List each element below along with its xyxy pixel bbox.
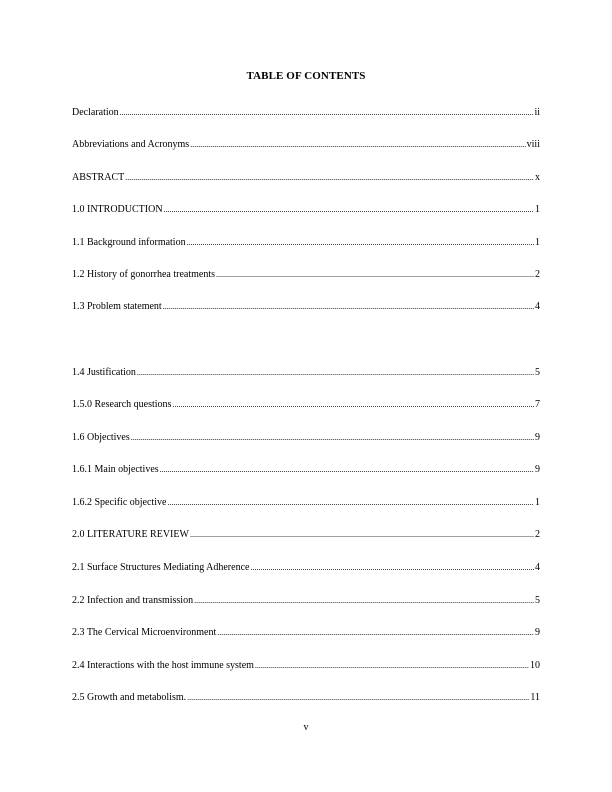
toc-entry[interactable] <box>72 496 540 510</box>
dot-leader <box>163 300 534 314</box>
toc-entry[interactable] <box>72 594 540 608</box>
toc-entry-label: 1.6 Objectives <box>72 432 130 443</box>
toc-entry-label: 2.4 Interactions with the host immune system <box>72 660 254 671</box>
dot-leader <box>160 463 534 477</box>
dot-leader <box>167 496 534 510</box>
toc-entry[interactable] <box>72 171 540 185</box>
toc-entry-page: ii <box>534 107 540 118</box>
toc-entry-page: 4 <box>535 562 540 573</box>
page-number: v <box>303 722 309 733</box>
toc-entry[interactable] <box>72 366 540 380</box>
toc-entry[interactable] <box>72 463 540 477</box>
toc-entry[interactable] <box>72 528 540 542</box>
dot-leader <box>125 171 534 185</box>
toc-entry-label: 2.1 Surface Structures Mediating Adherence <box>72 562 250 573</box>
toc-entry-page: 9 <box>535 627 540 638</box>
dot-leader <box>190 138 525 152</box>
toc-entry-label: 1.5.0 Research questions <box>72 399 172 410</box>
toc-entry-page: 5 <box>535 367 540 378</box>
toc-entry[interactable] <box>72 236 540 250</box>
toc-entry[interactable] <box>72 203 540 217</box>
dot-leader <box>137 366 534 380</box>
toc-entry-page: 1 <box>535 237 540 248</box>
dot-leader <box>120 106 534 120</box>
dot-leader <box>164 203 534 217</box>
toc-entry-label: 1.6.2 Specific objective <box>72 497 167 508</box>
dot-leader <box>250 561 534 575</box>
dot-leader <box>216 268 534 282</box>
toc-entry-label: Declaration <box>72 107 119 118</box>
toc-entry-page: 10 <box>530 660 540 671</box>
toc-entry-page: 2 <box>535 269 540 280</box>
toc-entry-page: 4 <box>535 301 540 312</box>
toc-entry[interactable] <box>72 106 540 120</box>
toc-entry-label: 1.4 Justification <box>72 367 136 378</box>
toc-title: TABLE OF CONTENTS <box>246 70 366 82</box>
toc-entry-label: 2.3 The Cervical Microenvironment <box>72 627 217 638</box>
toc-entry[interactable] <box>72 626 540 640</box>
toc-entry-label: 2.0 LITERATURE REVIEW <box>72 529 189 540</box>
toc-entry-label: 1.1 Background information <box>72 237 186 248</box>
dot-leader <box>131 431 534 445</box>
toc-entry-page: 9 <box>535 464 540 475</box>
toc-entry-page: 11 <box>530 692 540 703</box>
dot-leader <box>187 236 534 250</box>
toc-entry-label: 1.6.1 Main objectives <box>72 464 159 475</box>
toc-entry[interactable] <box>72 691 540 705</box>
toc-entry[interactable] <box>72 398 540 412</box>
toc-entry-page: viii <box>526 139 540 150</box>
dot-leader <box>194 594 534 608</box>
toc-entry[interactable] <box>72 659 540 673</box>
toc-entry-label: ABSTRACT <box>72 172 125 183</box>
dot-leader <box>172 398 534 412</box>
toc-entry-label: 2.5 Growth and metabolism. <box>72 692 187 703</box>
toc-entry-page: 1 <box>535 204 540 215</box>
dot-leader <box>190 528 534 542</box>
toc-entry[interactable] <box>72 138 540 152</box>
toc-entry-label: 1.3 Problem statement <box>72 301 162 312</box>
toc-entry-label: 2.2 Infection and transmission <box>72 595 194 606</box>
toc-entry[interactable] <box>72 268 540 282</box>
toc-entry[interactable] <box>72 561 540 575</box>
toc-entry-page: x <box>535 172 540 183</box>
toc-entry-label: Abbreviations and Acronyms <box>72 139 190 150</box>
toc-entry-label: 1.0 INTRODUCTION <box>72 204 163 215</box>
toc-entry-label: 1.2 History of gonorrhea treatments <box>72 269 216 280</box>
toc-entry-page: 7 <box>535 399 540 410</box>
dot-leader <box>187 691 529 705</box>
toc-entry-page: 2 <box>535 529 540 540</box>
toc-entry-page: 5 <box>535 595 540 606</box>
toc-entry-page: 1 <box>535 497 540 508</box>
dot-leader <box>217 626 534 640</box>
toc-entry-page: 9 <box>535 432 540 443</box>
toc-entry[interactable] <box>72 431 540 445</box>
dot-leader <box>255 659 529 673</box>
toc-entry[interactable] <box>72 300 540 314</box>
